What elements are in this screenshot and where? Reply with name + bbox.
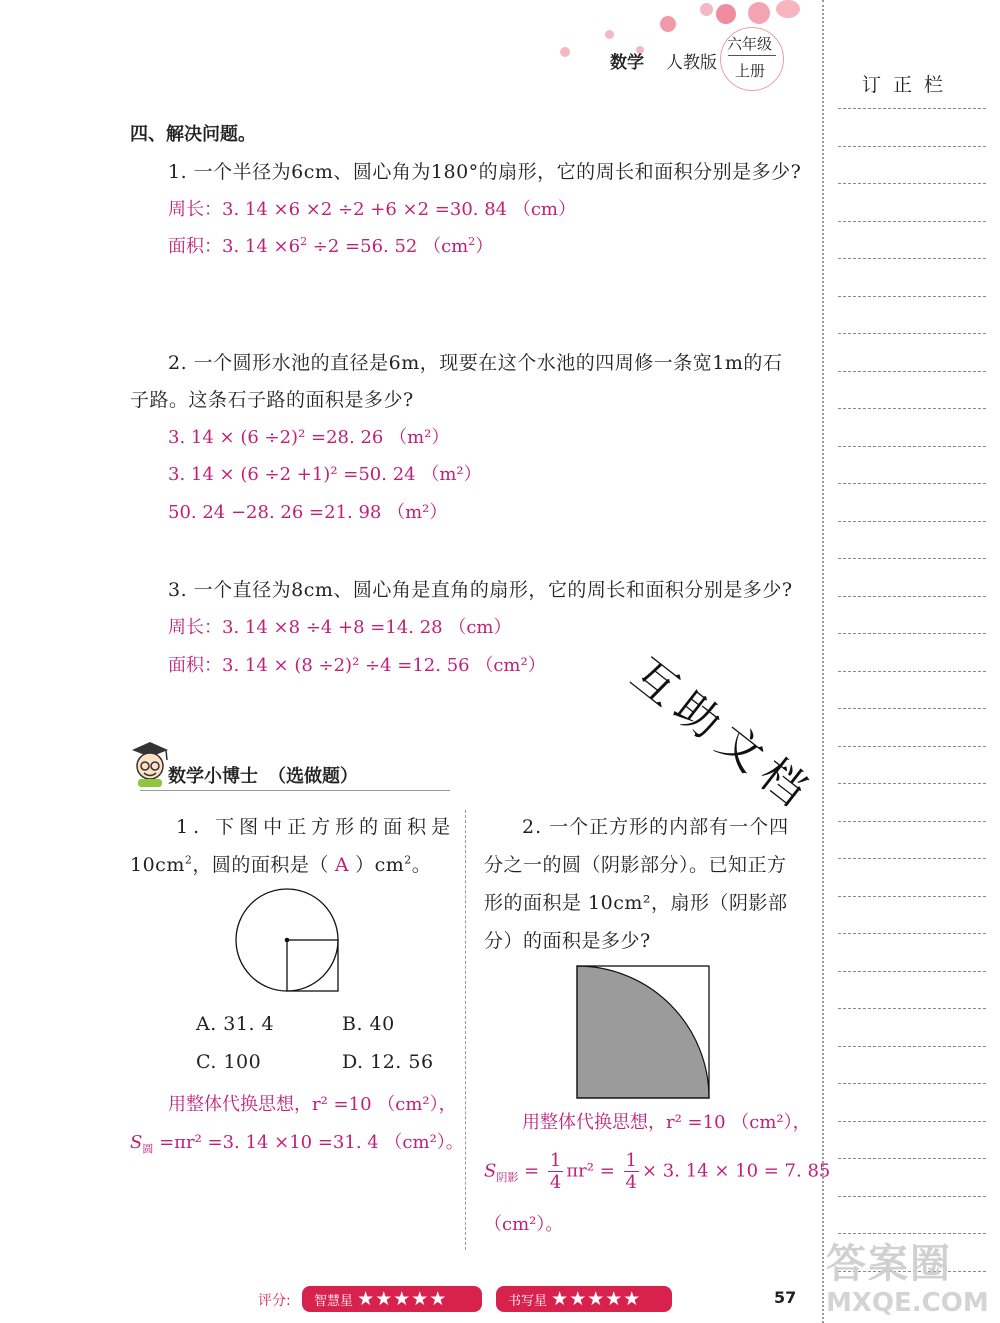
correction-line (838, 221, 986, 222)
question-3: 3. 一个直径为8cm、圆心角是直角的扇形，它的周长和面积分别是多少? (168, 579, 793, 601)
bonus-q2-s-subscript: 阴影 (496, 1171, 519, 1185)
q3-answer-area: 面积：3. 14 × (8 ÷2)² ÷4 =12. 56 （cm²） (168, 655, 546, 676)
correction-line (838, 258, 986, 259)
correction-line (838, 333, 986, 334)
mascot-icon (128, 738, 172, 788)
correction-line (838, 296, 986, 297)
correction-line (838, 146, 986, 147)
bonus-q1-s-symbol: S (130, 1132, 143, 1153)
correction-line (838, 971, 986, 972)
fraction-1 (548, 1150, 563, 1193)
q1-answer-area (168, 232, 493, 258)
watermark-url: MXQE.COM (826, 1288, 989, 1318)
bonus-q1-explanation-1: 用整体代换思想，r² =10 （cm²）， (168, 1094, 457, 1115)
wisdom-star-badge (302, 1286, 482, 1312)
correction-line (838, 708, 986, 709)
bonus-q2-result: × 3. 14 × 10 = 7. 85 (642, 1160, 831, 1182)
handwritten-note: 互助文档 (621, 648, 824, 822)
q1-answer-perimeter: 周长：3. 14 ×6 ×2 ÷2 +6 ×2 =30. 84 （cm） (168, 199, 577, 220)
watermark-logo: 答案圈 (826, 1241, 952, 1287)
bonus-q1-unit-exponent: 2 (404, 853, 412, 867)
writing-star-label: 书写星 (508, 1294, 548, 1309)
bonus-q1-formula: =πr² =3. 14 ×10 =31. 4 （cm²）。 (153, 1132, 464, 1153)
fraction-1-numerator: 1 (549, 1150, 562, 1171)
writing-star-badge (496, 1286, 672, 1312)
column-divider (465, 810, 466, 1250)
bonus-q2-explanation-1: 用整体代换思想，r² =10 （cm²）， (522, 1112, 811, 1133)
header-subject: 数学 (610, 53, 644, 73)
wisdom-star-label: 智慧星 (314, 1294, 354, 1309)
q2-answer-3: 50. 24 −28. 26 =21. 98 （m²） (168, 502, 448, 523)
q1-area-exponent: 2 (300, 235, 308, 248)
bonus-q1-unit: ）cm (355, 854, 405, 876)
option-c: C. 100 (196, 1051, 262, 1073)
correction-line (838, 671, 986, 672)
bonus-q1-area-exponent: 2 (184, 853, 193, 867)
bonus-q2-line2: 分之一的圆（阴影部分）。已知正方 (484, 854, 787, 876)
bonus-q2-explanation-3: （cm²）。 (484, 1214, 564, 1235)
bonus-q1-s-subscript: 圆 (142, 1142, 154, 1156)
score-label: 评分: (258, 1293, 291, 1309)
fraction-2-denominator: 4 (625, 1172, 637, 1193)
bonus-q2-line1: 2. 一个正方形的内部有一个四 (522, 816, 790, 838)
quarter-circle-figure (575, 964, 711, 1100)
header-edition: 人教版 (666, 53, 717, 73)
bonus-q1-text: ，圆的面积是（ (192, 854, 329, 876)
page-number: 57 (774, 1288, 797, 1307)
circle-square-figure (234, 888, 342, 996)
bonus-q1-explanation-2 (130, 1128, 464, 1157)
writing-star-rating: ★★★★★ (551, 1288, 642, 1310)
bonus-q1-line1: 1. 下图中正方形的面积是 (176, 816, 456, 838)
correction-line (838, 746, 986, 747)
correction-column-title: 订正栏 (862, 74, 956, 96)
q1-area-close: ） (475, 236, 494, 257)
question-2-line2: 子路。这条石子路的面积是多少? (130, 389, 414, 411)
correction-column-border (822, 0, 824, 1323)
q3-answer-perimeter: 周长：3. 14 ×8 ÷4 +8 =14. 28 （cm） (168, 617, 512, 638)
q1-area-part2: ÷2 =56. 52 （cm (307, 236, 469, 257)
correction-line (838, 183, 986, 184)
correction-line (838, 108, 986, 109)
bonus-q2-line4: 分）的面积是多少? (484, 930, 651, 952)
correction-line (838, 933, 986, 934)
correction-line (838, 446, 986, 447)
bonus-q2-s-symbol: S (484, 1160, 497, 1182)
bonus-title: 数学小博士 (168, 766, 258, 787)
bonus-q2-line3: 形的面积是 10cm²，扇形（阴影部 (484, 892, 788, 914)
option-a: A. 31. 4 (196, 1013, 275, 1035)
correction-line (838, 1158, 986, 1159)
grade-divider (728, 55, 776, 56)
correction-line (838, 633, 986, 634)
correction-line (838, 783, 986, 784)
q2-answer-1: 3. 14 × (6 ÷2)² =28. 26 （m²） (168, 427, 450, 448)
correction-line (838, 1121, 986, 1122)
correction-line (838, 521, 986, 522)
bonus-q1-area-value: 10cm (130, 854, 185, 876)
correction-line (838, 1083, 986, 1084)
correction-line (838, 1196, 986, 1197)
q1-area-unit-exponent: 2 (468, 235, 476, 248)
correction-line (838, 1008, 986, 1009)
q2-answer-2: 3. 14 × (6 ÷2 +1)² =50. 24 （m²） (168, 464, 482, 485)
fraction-2 (624, 1150, 639, 1193)
bonus-q1-line2 (130, 850, 431, 877)
correction-line (838, 371, 986, 372)
correction-line (838, 896, 986, 897)
correction-line (838, 483, 986, 484)
header-grade: 六年级 (727, 35, 773, 53)
fraction-1-denominator: 4 (549, 1172, 562, 1193)
correction-line (838, 408, 986, 409)
correction-line (838, 858, 986, 859)
bonus-q1-end: 。 (411, 854, 432, 876)
bonus-q1-answer: A (334, 854, 350, 876)
wisdom-star-rating: ★★★★★ (357, 1288, 448, 1310)
option-b: B. 40 (342, 1013, 395, 1035)
header-volume: 上册 (735, 62, 766, 80)
question-2-line1: 2. 一个圆形水池的直径是6m，现要在这个水池的四周修一条宽1m的石 (168, 352, 783, 374)
correction-line (838, 1046, 986, 1047)
correction-line (838, 821, 986, 822)
question-1: 1. 一个半径为6cm、圆心角为180°的扇形，它的周长和面积分别是多少? (168, 161, 802, 183)
correction-line (838, 558, 986, 559)
bonus-q2-pir2: πr² = (566, 1160, 615, 1182)
fraction-2-numerator: 1 (625, 1150, 637, 1171)
q1-area-part1: 面积：3. 14 ×6 (168, 236, 301, 257)
option-d: D. 12. 56 (342, 1051, 434, 1073)
section-heading: 四、解决问题。 (130, 124, 256, 145)
bonus-underline (140, 790, 450, 791)
correction-line (838, 596, 986, 597)
bonus-subtitle: （选做题） (268, 766, 358, 787)
bonus-q2-explanation-2 (484, 1150, 831, 1193)
bonus-q2-equals: = (518, 1160, 540, 1182)
